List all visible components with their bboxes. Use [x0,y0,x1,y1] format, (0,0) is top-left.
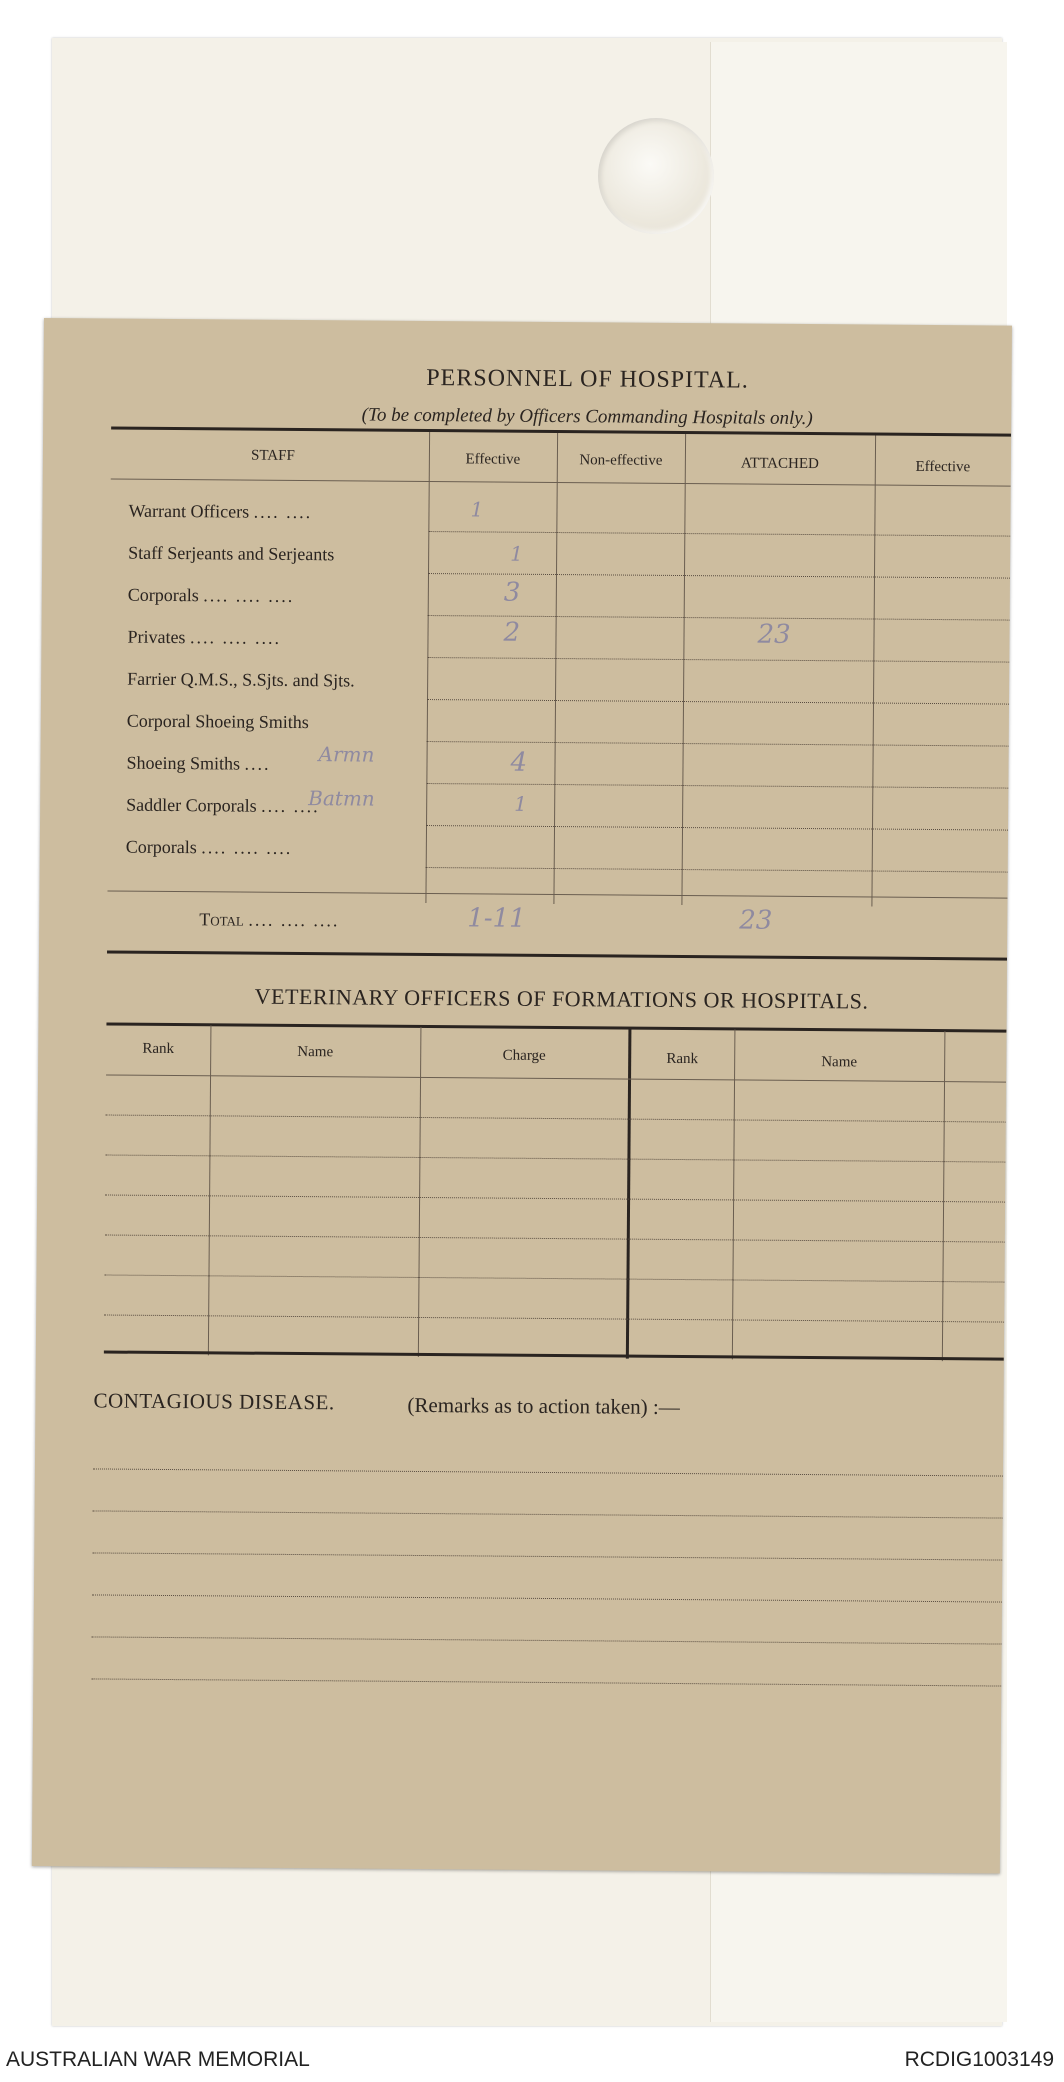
value-warrant-officers-effective: 1 [470,497,484,522]
row-line-1 [428,531,1010,537]
personnel-subtitle: (To be completed by Officers Commanding Hospitals only.) [361,404,813,430]
value-shoeing-smiths-effective: 4 [510,747,528,778]
vet-header-charge: Charge [502,1047,546,1064]
row-line-6 [427,741,1009,747]
contagious-title: CONTAGIOUS DISEASE. [93,1388,335,1415]
header-staff: STAFF [250,447,295,464]
header-attached: ATTACHED [740,455,819,473]
row-line-5 [427,699,1009,705]
veterinary-title: VETERINARY OFFICERS OF FORMATIONS OR HOSPITALS. [254,983,869,1014]
remarks-line-5 [92,1636,1002,1644]
header-effective-attached: Effective [915,458,971,476]
remarks-line-6 [91,1678,1001,1686]
embossed-seal [598,118,714,234]
contagious-remarks-prompt: (Remarks as to action taken) :— [407,1392,680,1420]
vet-header-rank-2: Rank [666,1050,699,1068]
footer-institution: AUSTRALIAN WAR MEMORIAL [6,2048,310,2071]
header-effective: Effective [465,451,521,468]
col-divider-3 [681,434,686,905]
row-label-farrier: Farrier Q.M.S., S.Sjts. and Sjts. [127,668,355,691]
header-non-effective: Non-effective [579,452,663,469]
value-staff-serjeants-effective: 1 [510,541,523,566]
veterinary-bottom-rule [104,1351,1004,1361]
total-attached: 23 [739,905,773,936]
row-label-shoeing-smiths: Shoeing Smiths .... [126,752,271,774]
personnel-title: PERSONNEL OF HOSPITAL. [426,365,749,394]
vet-header-name: Name [297,1044,334,1061]
value-privates-attached: 23 [757,619,791,650]
vet-row-line-6 [104,1315,1004,1323]
vet-row-line-3 [105,1195,1005,1203]
row-label-corporal-shoeing-smiths: Corporal Shoeing Smiths [126,710,309,733]
value-saddler-corporals-effective: 1 [514,791,528,816]
row-label-corporals-2: Corporals .... .... .... [125,836,293,858]
value-privates-effective: 2 [503,617,521,648]
remarks-line-3 [92,1552,1002,1560]
remarks-line-1 [93,1468,1003,1476]
row-label-staff-serjeants: Staff Serjeants and Serjeants [128,542,335,565]
vet-row-line-4 [105,1235,1005,1243]
vet-header-rule [106,1075,1006,1083]
annotation-armn: Armn [318,742,375,767]
value-corporals-effective: 3 [503,577,521,608]
row-line-4 [427,657,1009,663]
vet-row-line-1 [106,1115,1006,1123]
row-label-corporals: Corporals .... .... .... [127,584,295,606]
vet-row-line-5 [104,1275,1004,1283]
remarks-line-2 [93,1510,1003,1518]
vet-header-name-2: Name [821,1054,858,1071]
vet-row-line-2 [105,1155,1005,1163]
row-line-9 [426,867,1008,873]
remarks-line-4 [92,1594,1002,1602]
vet-header-rank: Rank [142,1040,175,1058]
col-divider-2 [553,433,558,904]
row-label-warrant-officers: Warrant Officers .... .... [128,500,313,523]
personnel-bottom-rule [107,951,1007,961]
row-label-privates: Privates .... .... .... [127,626,282,648]
annotation-batmn: Batmn [308,786,375,811]
row-line-7 [426,783,1008,789]
row-line-8 [426,825,1008,831]
col-divider-4 [871,436,876,907]
col-divider-1 [425,432,430,903]
total-effective: 1-11 [467,903,526,934]
veterinary-top-rule [106,1023,1006,1033]
row-label-saddler-corporals: Saddler Corporals .... .... [126,794,320,817]
footer-record-id: RCDIG1003149 [904,2048,1054,2071]
total-label: Total .... .... .... [199,909,340,931]
hospital-form-sheet [32,318,1012,1874]
